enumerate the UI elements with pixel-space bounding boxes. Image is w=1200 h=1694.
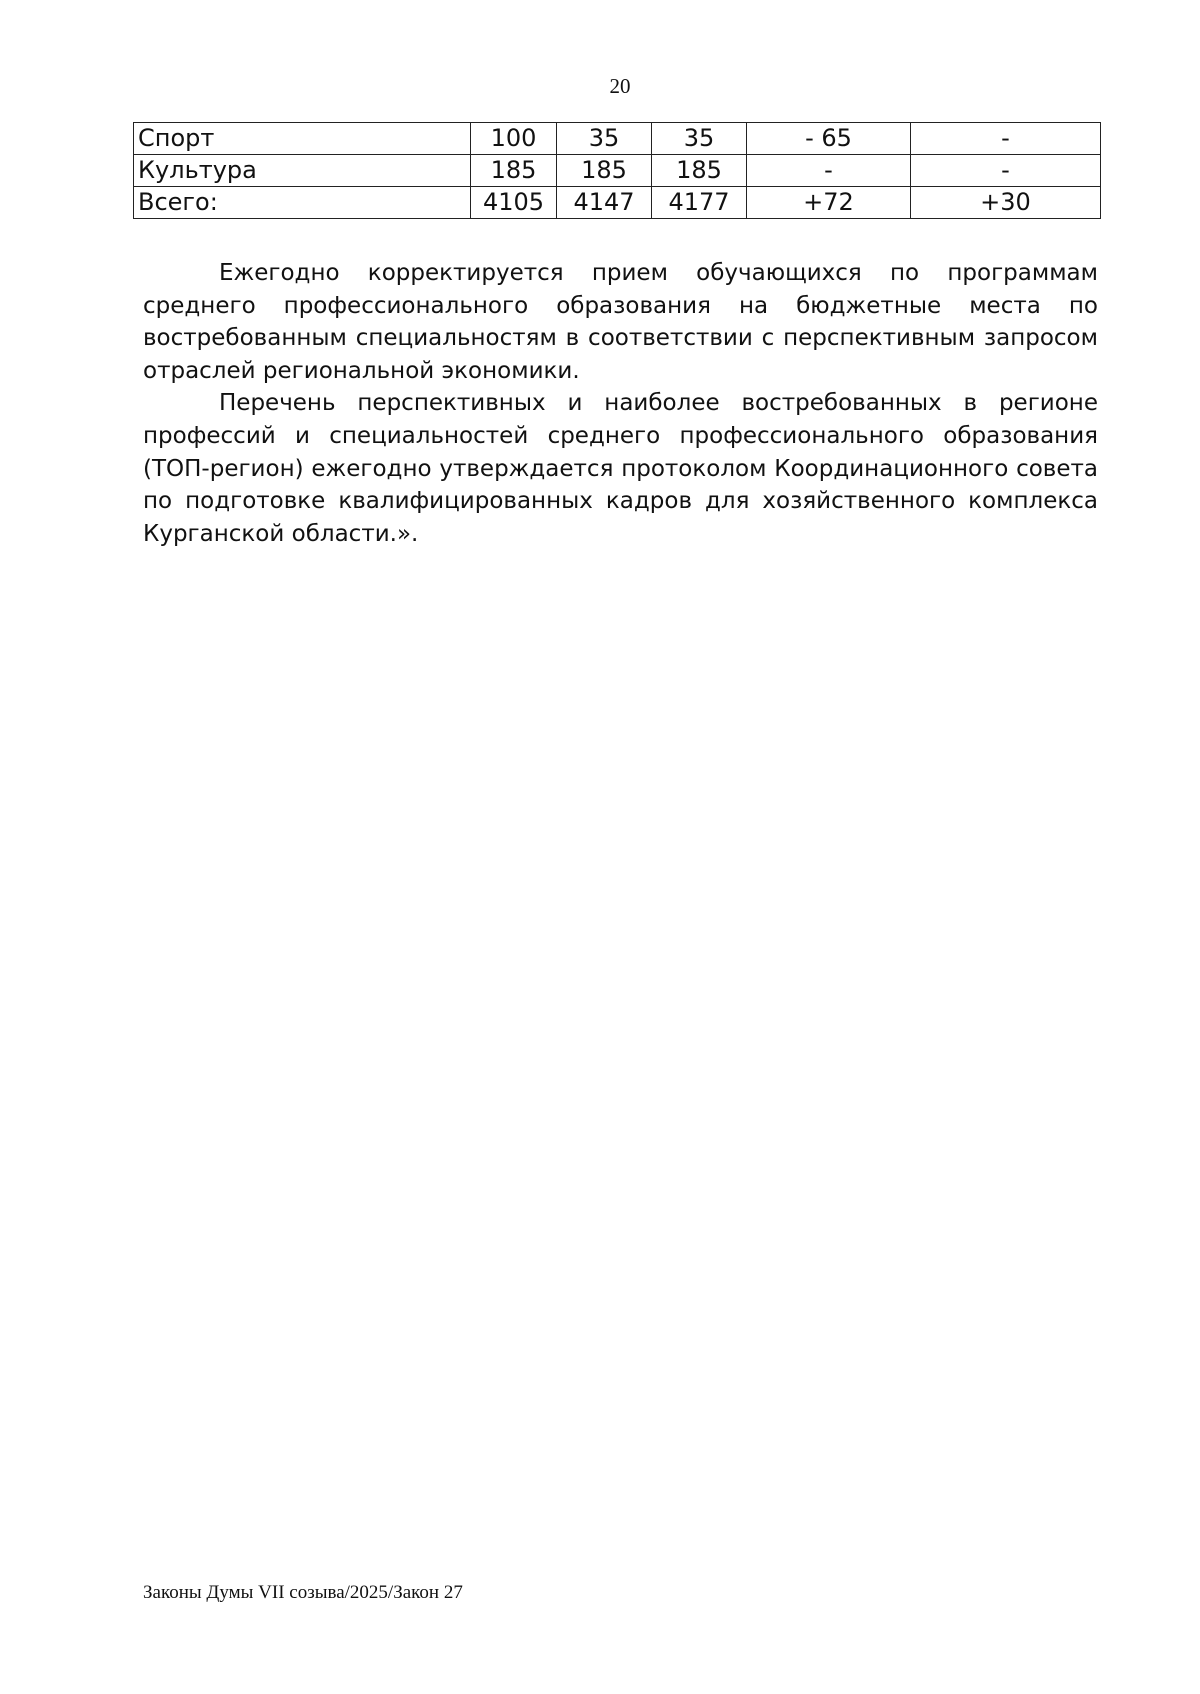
table-cell: +30 [911, 187, 1101, 219]
paragraph: Перечень перспективных и наиболее востребованных в регионе профессий и специальностей среднего профессионального образования (ТОП-регион) ежегодно утверждается протоколом Координационного совета по подготовке квалифицированных кадров для хозяйственного комплекса Курганской области.». [143, 390, 1098, 547]
table-cell: - 65 [747, 123, 911, 155]
table-row [134, 123, 1101, 155]
table-cell-name: Культура [134, 155, 471, 187]
table-cell: - [911, 155, 1101, 187]
footer-reference: Законы Думы VII созыва/2025/Закон 27 [143, 1582, 463, 1603]
body-text [143, 257, 1098, 550]
table-cell: 4147 [557, 187, 652, 219]
paragraph: Ежегодно корректируется прием обучающихся по программам среднего профессионального образования на бюджетные места по востребованным специальностям в соответствии с перспективным запросом отраслей региональной экономики. [143, 260, 1098, 384]
page-number: 20 [609, 74, 631, 98]
table-cell: - [911, 123, 1101, 155]
table-cell: +72 [747, 187, 911, 219]
table-cell-name: Спорт [134, 123, 471, 155]
data-table [133, 122, 1101, 219]
table-cell: 185 [652, 155, 747, 187]
table-cell-name: Всего: [134, 187, 471, 219]
table-cell: 35 [652, 123, 747, 155]
table-row [134, 187, 1101, 219]
table-cell: - [747, 155, 911, 187]
table-cell: 185 [557, 155, 652, 187]
table-cell: 35 [557, 123, 652, 155]
table-cell: 4105 [471, 187, 557, 219]
table-cell: 100 [471, 123, 557, 155]
table-cell: 4177 [652, 187, 747, 219]
table-row [134, 155, 1101, 187]
table-cell: 185 [471, 155, 557, 187]
